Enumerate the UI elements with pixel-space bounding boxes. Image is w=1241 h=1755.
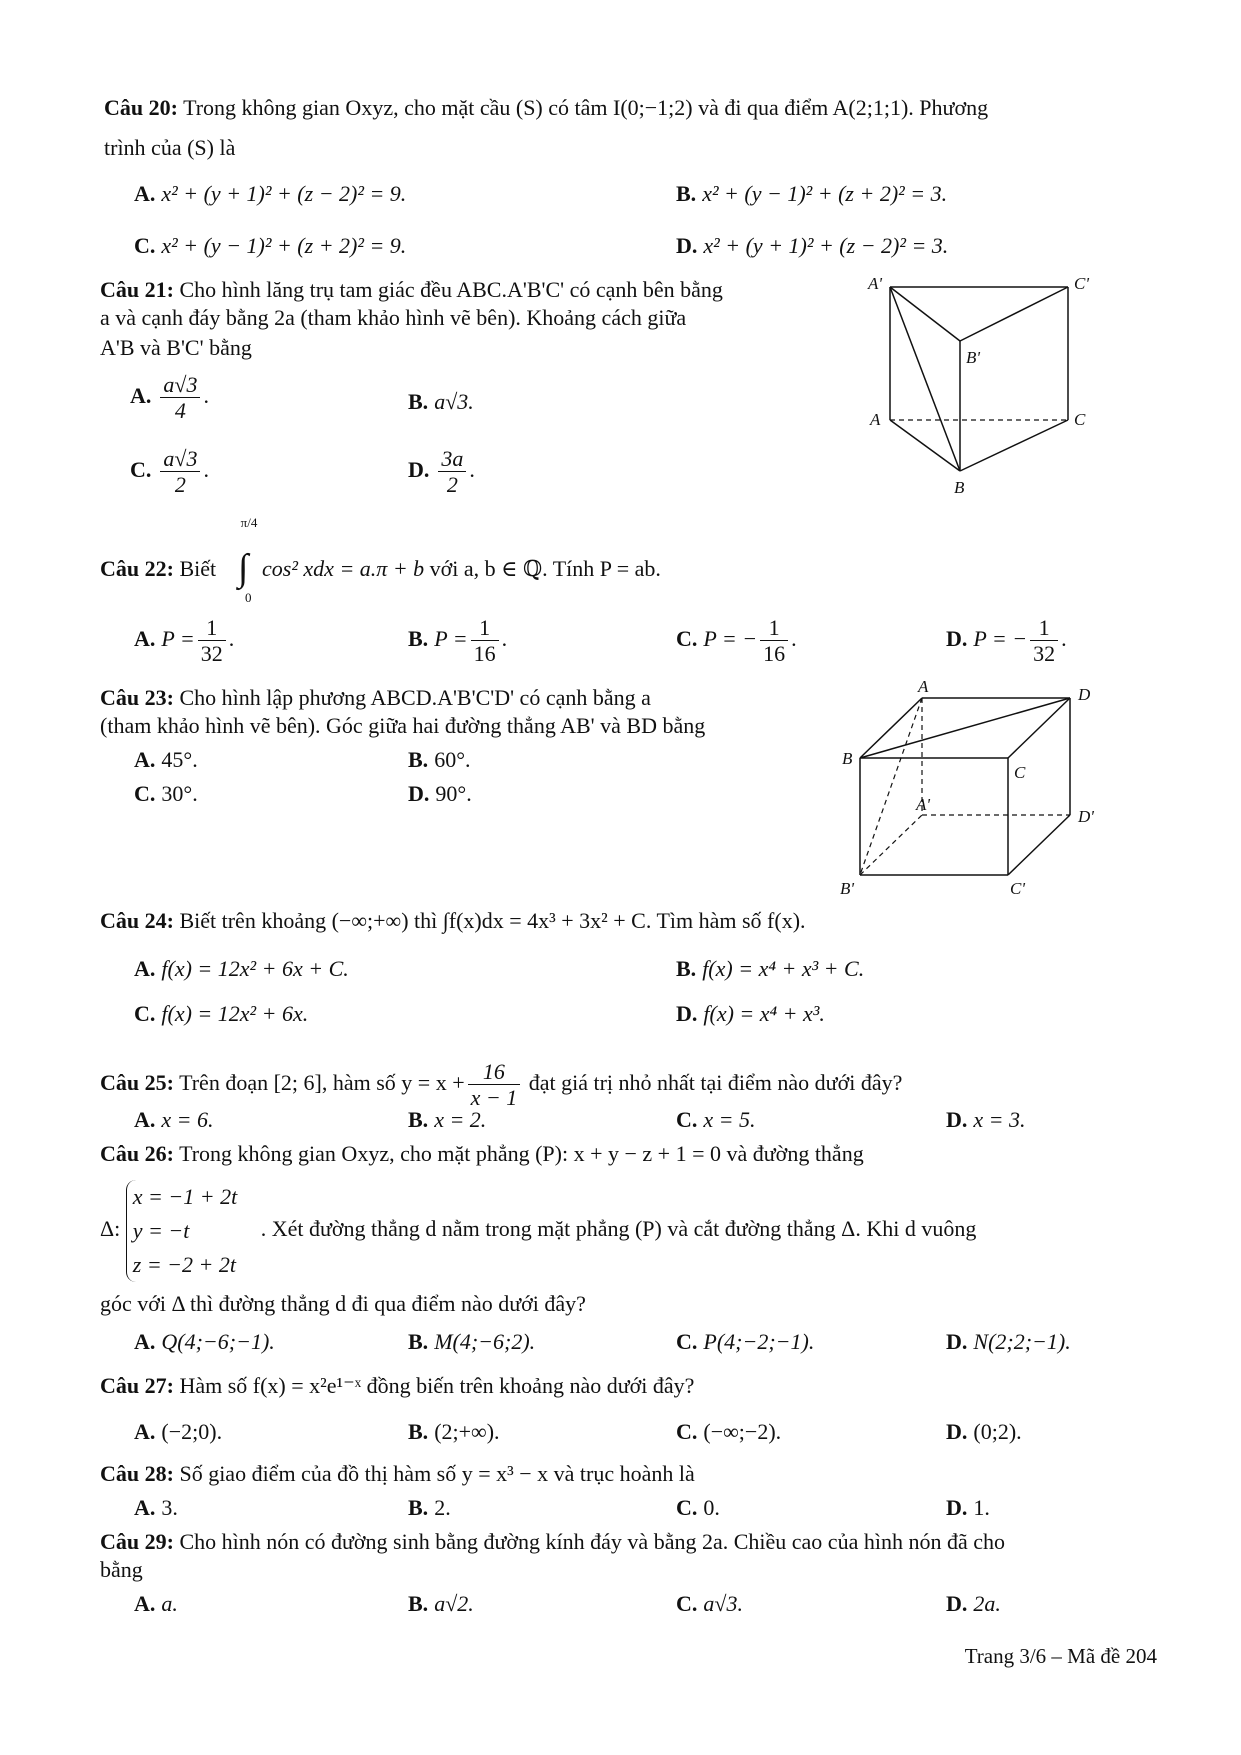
q29-line1	[100, 1528, 1005, 1556]
q21-option-b: B. a√3.	[408, 389, 474, 414]
label-c: C	[1014, 763, 1026, 782]
q26-option-d: D. N(2;2;−1).	[946, 1329, 1071, 1354]
q27-label: Câu 27:	[100, 1373, 174, 1398]
label-d1: D'	[1078, 807, 1094, 826]
q22-integral-sign: ∫	[238, 547, 249, 589]
q22-option-d: D. P = − $\frac{1}{32}$ .	[946, 615, 1067, 667]
q26-line1	[100, 1140, 864, 1168]
q25-option-a: A. x = 6.	[134, 1107, 214, 1132]
q21-label: Câu 21:	[100, 277, 174, 302]
q21-prism-figure	[850, 275, 1090, 505]
q21-line1	[100, 276, 723, 304]
q26-eq-x: x = −1 + 2t	[132, 1184, 238, 1209]
q24-label: Câu 24:	[100, 908, 174, 933]
q22-upper-limit: π/4	[240, 515, 258, 530]
q24-option-b: B. f(x) = x⁴ + x³ + C.	[676, 956, 865, 981]
q23-option-d: D. 90°.	[408, 781, 472, 806]
q26-line3: góc với Δ thì đường thẳng d đi qua điểm nào dưới đây?	[100, 1291, 586, 1316]
q28-option-c: C. 0.	[676, 1495, 720, 1520]
q27-option-a: A. (−2;0).	[134, 1419, 223, 1444]
q22-option-a: A. P = $\frac{1}{32}$ .	[134, 615, 235, 667]
q28-line1	[100, 1460, 695, 1488]
q28-option-d: D. 1.	[946, 1495, 990, 1520]
q21-option-d: D. $\frac{3a}{2}$ .	[408, 446, 475, 498]
q20-option-a: A. x² + (y + 1)² + (z − 2)² = 9.	[134, 181, 407, 206]
q25-option-d: D. x = 3.	[946, 1107, 1026, 1132]
edge-c1d1	[1008, 815, 1070, 875]
page-footer: Trang 3/6 – Mã đề 204	[964, 1644, 1157, 1668]
q25-prefix: Trên đoạn [2; 6], hàm số y = x +	[179, 1070, 465, 1095]
q26-text1: Trong không gian Oxyz, cho mặt phẳng (P): x + y − z + 1 = 0 và đường thẳng	[179, 1141, 864, 1166]
q26-eq-z: z = −2 + 2t	[132, 1252, 236, 1277]
q28-label: Câu 28:	[100, 1461, 174, 1486]
q22-expr	[262, 555, 661, 583]
q29-option-d: D. 2a.	[946, 1591, 1001, 1616]
q23-option-b: B. 60°.	[408, 747, 471, 772]
q29-option-b: B. a√2.	[408, 1591, 474, 1616]
q29-option-a: A. a.	[134, 1591, 178, 1616]
q24-text1: Biết trên khoảng (−∞;+∞) thì ∫f(x)dx = 4x³ + 3x² + C. Tìm hàm số f(x).	[179, 908, 806, 933]
q26-eq-y: y = −t	[132, 1218, 190, 1243]
label-a: A	[870, 410, 881, 429]
edge-b1a1	[860, 815, 922, 875]
q27-option-d: D. (0;2).	[946, 1419, 1022, 1444]
q25-option-c: C. x = 5.	[676, 1107, 756, 1132]
q22-lower-limit: 0	[245, 590, 252, 605]
q26-label: Câu 26:	[100, 1141, 174, 1166]
label-c: C	[1074, 410, 1086, 429]
q23-text1: Cho hình lập phương ABCD.A'B'C'D' có cạnh bằng a	[179, 685, 651, 710]
q24-option-c: C. f(x) = 12x² + 6x.	[134, 1001, 309, 1026]
q28-option-b: B. 2.	[408, 1495, 451, 1520]
q25-line1	[100, 1053, 902, 1113]
q20-option-d: D. x² + (y + 1)² + (z − 2)² = 3.	[676, 233, 949, 258]
q26-option-b: B. M(4;−6;2).	[408, 1329, 536, 1354]
q22-label: Câu 22:	[100, 556, 174, 581]
q29-label: Câu 29:	[100, 1529, 174, 1554]
q29-option-c: C. a√3.	[676, 1591, 743, 1616]
q26-text2: . Xét đường thẳng d nằm trong mặt phẳng (P) và cắt đường thẳng Δ. Khi d vuông	[260, 1216, 977, 1242]
q21-line3: A'B và B'C' bằng	[100, 335, 252, 360]
q29-text1: Cho hình nón có đường sinh bằng đường kính đáy và bằng 2a. Chiều cao của hình nón đã cho	[179, 1529, 1005, 1554]
q20-option-b: B. x² + (y − 1)² + (z + 2)² = 3.	[676, 181, 948, 206]
q23-label: Câu 23:	[100, 685, 174, 710]
edge-cb	[960, 420, 1068, 471]
q27-text1: Hàm số f(x) = x²e¹⁻ˣ đồng biến trên khoảng nào dưới đây?	[179, 1373, 695, 1398]
label-b1: B'	[966, 348, 981, 367]
q21-line2: a và cạnh đáy bằng 2a (tham khảo hình vẽ bên). Khoảng cách giữa	[100, 305, 687, 330]
label-d: D	[1078, 685, 1091, 704]
q28-option-a: A. 3.	[134, 1495, 178, 1520]
segment-ab1	[860, 698, 922, 875]
q20-line1	[104, 94, 988, 122]
q20-line2: trình của (S) là	[104, 135, 236, 160]
q23-option-a: A. 45°.	[134, 747, 198, 772]
q21-option-c: C. $\frac{a√3}{2}$ .	[130, 446, 209, 498]
q25-suffix: đạt giá trị nhỏ nhất tại điểm nào dưới đây?	[528, 1070, 903, 1095]
label-b: B	[954, 478, 965, 497]
q25-numerator: 16	[468, 1059, 521, 1085]
q22-prefix: Biết	[179, 556, 217, 581]
q23-cube-figure	[830, 680, 1110, 905]
q26-option-c: C. P(4;−2;−1).	[676, 1329, 815, 1354]
edge-c1b1	[960, 287, 1068, 341]
q25-option-b: B. x = 2.	[408, 1107, 487, 1132]
q26-system	[126, 1180, 237, 1282]
q23-line1	[100, 684, 651, 712]
q22-option-b: B. P = $\frac{1}{16}$ .	[408, 615, 508, 667]
q26-delta: Δ:	[100, 1216, 121, 1242]
q20-option-c: C. x² + (y − 1)² + (z + 2)² = 9.	[134, 233, 407, 258]
label-b1: B'	[840, 879, 855, 898]
q29-line2: bằng	[100, 1557, 143, 1582]
q24-option-a: A. f(x) = 12x² + 6x + C.	[134, 956, 349, 981]
q23-line2: (tham khảo hình vẽ bên). Góc giữa hai đường thẳng AB' và BD bằng	[100, 713, 706, 738]
label-a1: A'	[868, 275, 883, 293]
q20-text1: Trong không gian Oxyz, cho mặt cầu (S) có tâm I(0;−1;2) và đi qua điểm A(2;1;1). Phương	[183, 95, 989, 120]
q26-line2	[100, 1180, 976, 1282]
q24-line1	[100, 907, 806, 935]
q23-option-c: C. 30°.	[134, 781, 198, 806]
q22-integrand: cos² xdx = a.π + b	[262, 556, 425, 581]
q28-text1: Số giao điểm của đồ thị hàm số y = x³ − x và trục hoành là	[179, 1461, 695, 1486]
q27-option-c: C. (−∞;−2).	[676, 1419, 782, 1444]
q22-label-line	[100, 555, 216, 583]
label-b: B	[842, 749, 853, 768]
q24-option-d: D. f(x) = x⁴ + x³.	[676, 1001, 825, 1026]
q27-line1	[100, 1372, 694, 1400]
q22-suffix: với a, b ∈ ℚ. Tính P = ab.	[429, 556, 661, 581]
q25-label: Câu 25:	[100, 1070, 174, 1095]
label-a1: A'	[916, 795, 931, 814]
q21-text1: Cho hình lăng trụ tam giác đều ABC.A'B'C' có cạnh bên bằng	[179, 277, 723, 302]
q25-denominator: x − 1	[470, 1085, 518, 1111]
q20-label: Câu 20:	[104, 95, 178, 120]
q22-option-c: C. P = − $\frac{1}{16}$ .	[676, 615, 797, 667]
label-c1: C'	[1074, 275, 1089, 293]
q27-option-b: B. (2;+∞).	[408, 1419, 500, 1444]
label-a: A	[918, 680, 929, 696]
q26-option-a: A. Q(4;−6;−1).	[134, 1329, 275, 1354]
label-c1: C'	[1010, 879, 1025, 898]
q21-option-a: A. $\frac{a√3}{4}$ .	[130, 372, 209, 424]
